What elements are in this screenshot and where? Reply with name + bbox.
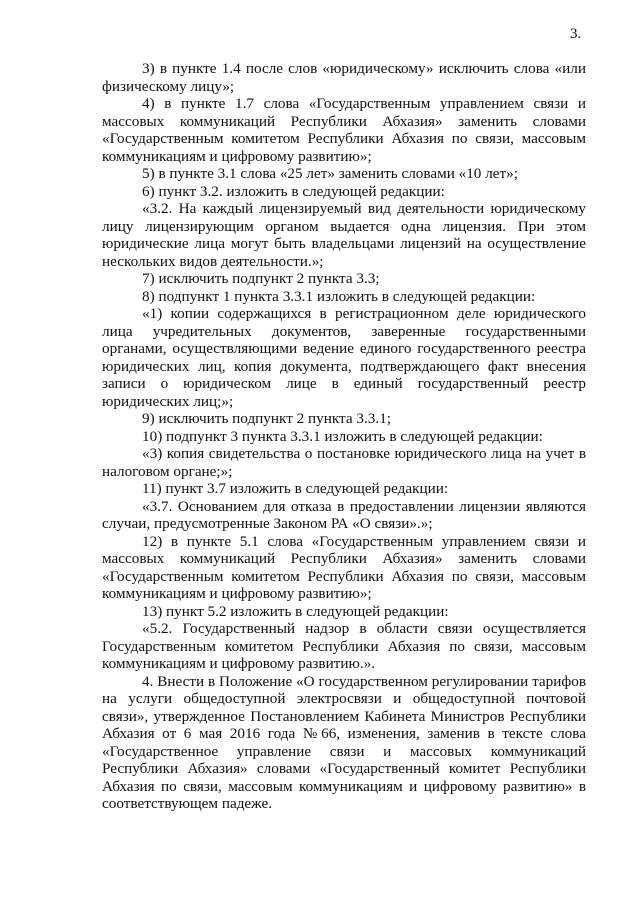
quoted-clause-5-2: «5.2. Государственный надзор в области связи осуществляется Государственным комитетом Республики Абхазия по связи, массовым коммуникациям и цифровому развитию.». <box>102 620 586 672</box>
document-body <box>102 60 586 813</box>
paragraph-item-7: 7) исключить подпункт 2 пункта 3.3; <box>142 270 380 287</box>
paragraph-item-8: 8) подпункт 1 пункта 3.3.1 изложить в следующей редакции: <box>142 287 536 305</box>
paragraph-item-10: 10) подпункт 3 пункта 3.3.1 изложить в следующей редакции: <box>142 427 543 445</box>
paragraph-item-12: 12) в пункте 5.1 слова «Государственным управлением связи и массовых коммуникаций Республики Абхазия» заменить словами «Государственным комитетом Республики Абхазия по связи, массовым коммуникациям и цифровому развитию»; <box>102 532 586 602</box>
quoted-subclause-1: «1) копии содержащихся в регистрационном деле юридического лица учредительных документов, заверенные государственными органами, осуществляющими ведение единого государственного реестра юридических лиц, копия документа, подтверждающего факт внесения записи о юридическом лице в единый государственный реестр юридических лиц;»; <box>102 305 586 410</box>
paragraph-item-3: 3) в пункте 1.4 после слов «юридическому» исключить слова «или физическому лицу»; <box>102 60 586 95</box>
paragraph-item-5: 5) в пункте 3.1 слова «25 лет» заменить словами «10 лет»; <box>142 165 518 182</box>
quoted-clause-3-7: «3.7. Основанием для отказа в предоставлении лицензии являются случаи, предусмотренные Законом РА «О связи».»; <box>102 497 586 532</box>
quoted-clause-3-2: «3.2. На каждый лицензируемый вид деятельности юридическому лицу лицензирующим органом выдается одна лицензия. При этом юридические лица могут быть владельцами лицензий на осуществление нескольких видов деятельности.»; <box>102 200 586 270</box>
paragraph-item-4: 4) в пункте 1.7 слова «Государственным управлением связи и массовых коммуникаций Республики Абхазия» заменить словами «Государственным комитетом Республики Абхазия по связи, массовым коммуникациям и цифровому развитию»; <box>102 95 586 165</box>
paragraph-item-6: 6) пункт 3.2. изложить в следующей редакции: <box>142 182 445 200</box>
section-4-paragraph: 4. Внести в Положение «О государственном регулировании тарифов на услуги общедоступной электросвязи и общедоступной почтовой связи», утвержденное Постановлением Кабинета Министров Республики Абхазия от 6 мая 2016 года №66, изменения, заменив в тексте слова «Государственное управление связи и массовых коммуникаций Республики Абхазия» словами «Государственный комитет Республики Абхазия по связи, массовым коммуникациям и цифровому развитию» в соответствующем падеже. <box>102 672 586 812</box>
paragraph-item-11: 11) пункт 3.7 изложить в следующей редакции: <box>142 480 449 497</box>
quoted-subclause-3: «3) копия свидетельства о постановке юридического лица на учет в налоговом органе;»; <box>102 445 586 480</box>
paragraph-item-9: 9) исключить подпункт 2 пункта 3.3.1; <box>142 410 392 427</box>
paragraph-item-13: 13) пункт 5.2 изложить в следующей редакции: <box>142 602 449 620</box>
page-number: 3. <box>570 26 582 42</box>
